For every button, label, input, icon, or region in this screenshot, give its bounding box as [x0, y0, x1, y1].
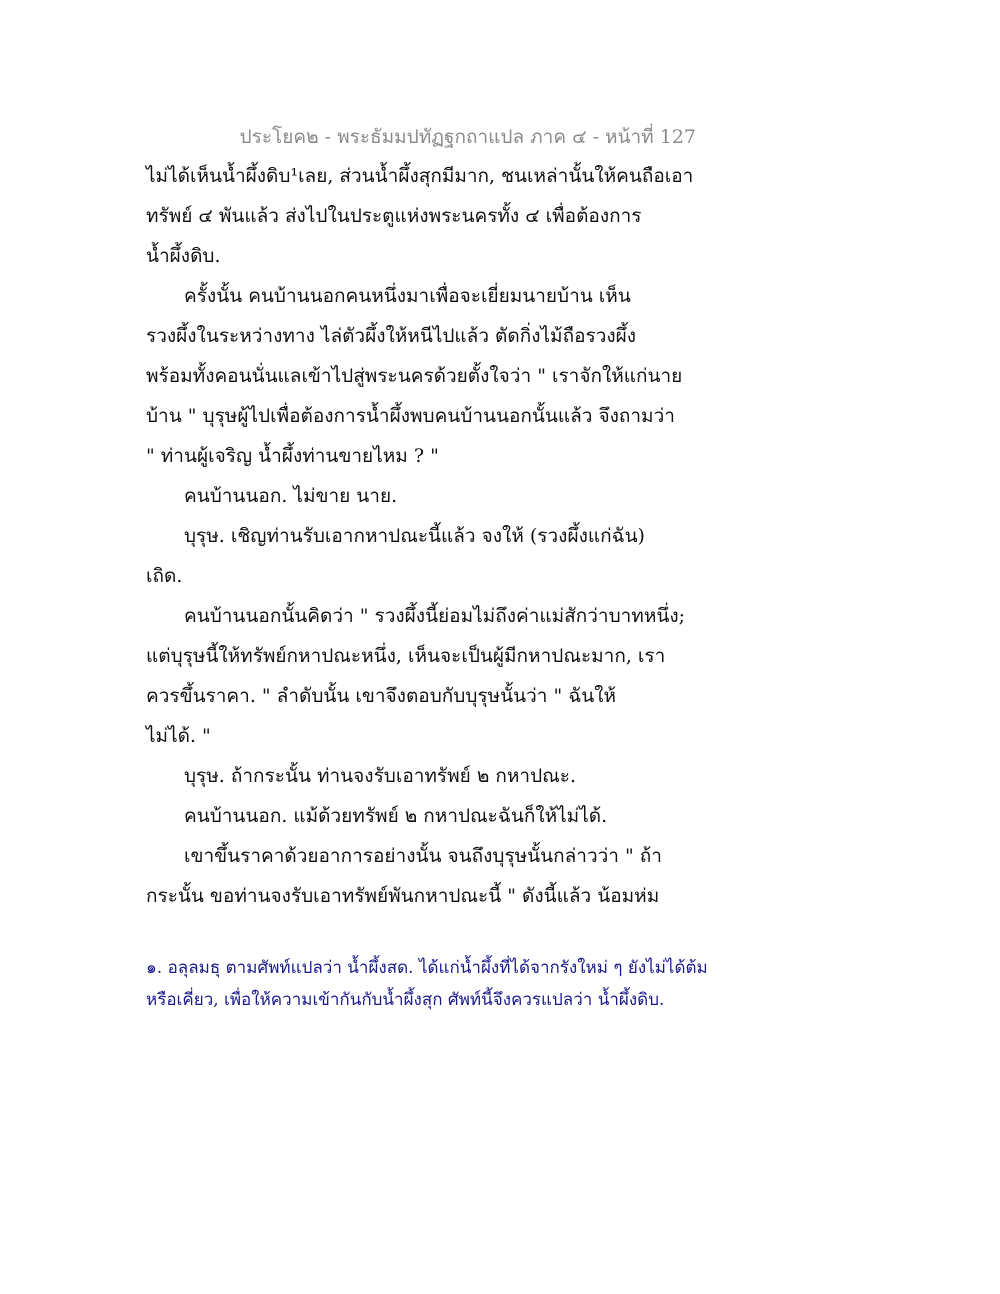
text-line: บ้าน " บุรุษผู้ไปเพื่อต้องการน้ำผึ้งพบคนบ้านนอกนั้นแล้ว จึงถามว่า: [146, 405, 675, 427]
body-text: [146, 156, 726, 916]
text-line: บุรุษ. ถ้ากระนั้น ท่านจงรับเอาทรัพย์ ๒ กหาปณะ.: [184, 765, 577, 787]
footnote: [146, 952, 746, 1016]
text-line: บุรุษ. เชิญท่านรับเอากหาปณะนี้แล้ว จงให้ (รวงผึ้งแก่ฉัน): [184, 525, 645, 547]
text-line: คนบ้านนอก. ไม่ขาย นาย.: [184, 485, 398, 507]
text-line: กระนั้น ขอท่านจงรับเอาทรัพย์พันกหาปณะนี้ " ดังนี้แล้ว น้อมห่ม: [146, 885, 660, 907]
text-line: คนบ้านนอกนั้นคิดว่า " รวงผึ้งนี้ย่อมไม่ถึงค่าแม่สักว่าบาทหนึ่ง;: [184, 605, 686, 627]
text-line: " ท่านผู้เจริญ น้ำผึ้งท่านขายไหม ? ": [146, 445, 439, 467]
text-line: ไม่ได้. ": [146, 725, 211, 747]
text-line: รวงผึ้งในระหว่างทาง ไล่ตัวผึ้งให้หนีไปแล้ว ตัดกิ่งไม้ถือรวงผึ้ง: [146, 325, 637, 347]
text-line: ครั้งนั้น คนบ้านนอกคนหนึ่งมาเพื่อจะเยี่ยมนายบ้าน เห็น: [184, 285, 631, 307]
text-line: คนบ้านนอก. แม้ด้วยทรัพย์ ๒ กหาปณะฉันก็ให้ไม่ได้.: [184, 805, 608, 827]
text-line: ควรขึ้นราคา. " ลำดับนั้น เขาจึงตอบกับบุรุษนั้นว่า " ฉันให้: [146, 685, 616, 707]
footnote-line: หรือเคี่ยว, เพื่อให้ความเข้ากันกับน้ำผึ้งสุก ศัพท์นี้จึงควรแปลว่า น้ำผึ้งดิบ.: [146, 990, 665, 1010]
text-line: น้ำผึ้งดิบ.: [146, 245, 221, 267]
text-line: เขาขึ้นราคาด้วยอาการอย่างนั้น จนถึงบุรุษนั้นกล่าวว่า " ถ้า: [184, 845, 662, 867]
footnote-line: ๑. อลุลมธุ ตามศัพท์แปลว่า น้ำผึ้งสด. ได้แก่น้ำผึ้งที่ได้จากรังใหม่ ๆ ยังไม่ได้ต้ม: [146, 958, 708, 978]
text-line: เถิด.: [146, 565, 183, 587]
text-line: แต่บุรุษนี้ให้ทรัพย์กหาปณะหนึ่ง, เห็นจะเป็นผู้มีกหาปณะมาก, เรา: [146, 645, 666, 667]
text-line: พร้อมทั้งคอนนั่นแลเข้าไปสู่พระนครด้วยตั้งใจว่า " เราจักให้แก่นาย: [146, 365, 683, 387]
text-line: ไม่ได้เห็นน้ำผึ้งดิบ¹เลย, ส่วนน้ำผึ้งสุกมีมาก, ชนเหล่านั้นให้คนถือเอา: [146, 165, 694, 187]
text-line: ทรัพย์ ๔ พันแล้ว ส่งไปในประตูแห่งพระนครทั้ง ๔ เพื่อต้องการ: [146, 205, 642, 227]
running-header: ประโยค๒ - พระธัมมปทัฏฐกถาแปล ภาค ๔ - หน้าที่ 127: [239, 126, 696, 148]
